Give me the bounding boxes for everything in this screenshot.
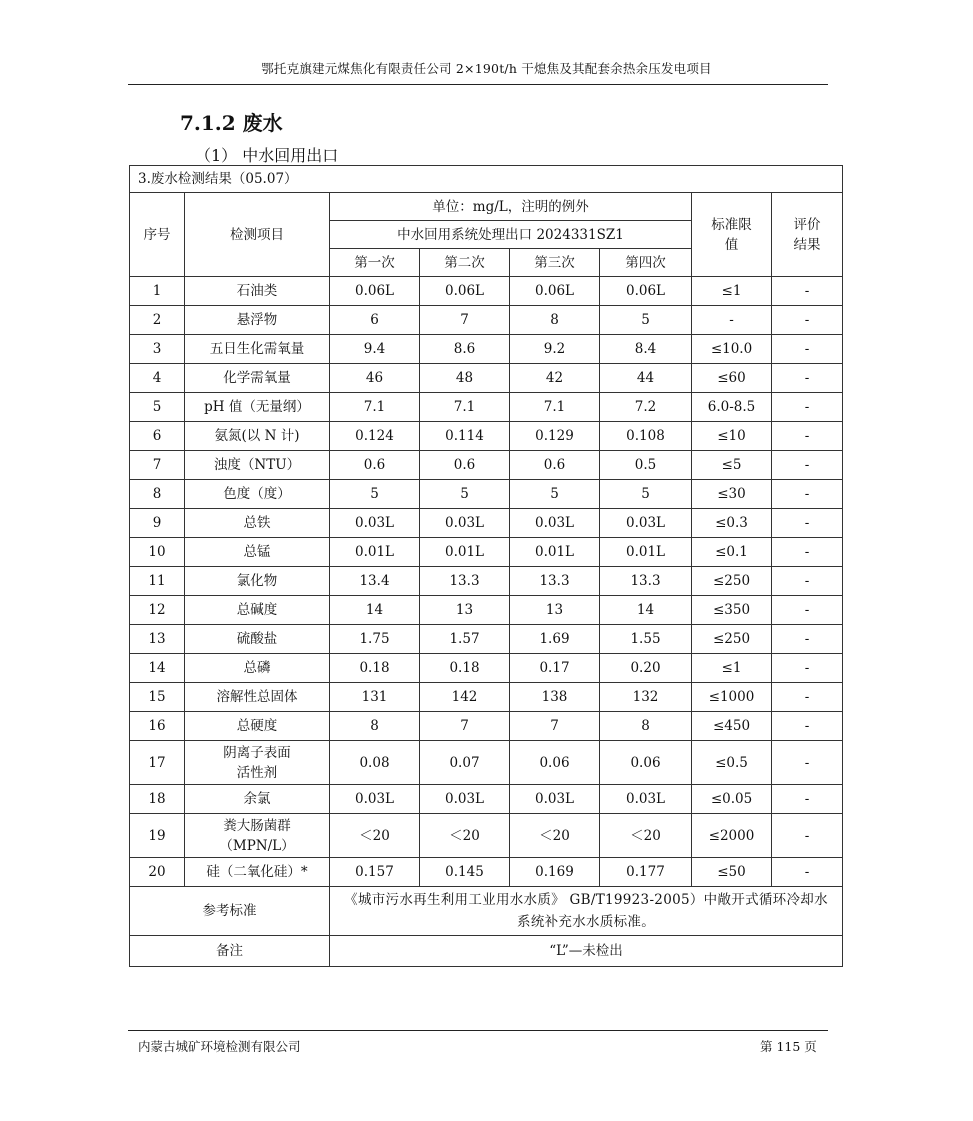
row-item: pH 值（无量纲） [185,393,330,422]
row-value-3: 0.01L [510,538,600,567]
row-limit: ≤50 [692,858,772,887]
row-value-1: 0.6 [330,451,420,480]
row-eval: - [772,858,843,887]
row-value-4: 0.06L [600,277,692,306]
row-value-2: 5 [420,480,510,509]
remark-text: “L”—未检出 [330,936,843,967]
row-value-4: 14 [600,596,692,625]
table-row [130,306,843,335]
row-eval: - [772,509,843,538]
row-limit: ≤1 [692,654,772,683]
row-value-3: 1.69 [510,625,600,654]
row-item: 石油类 [185,277,330,306]
row-value-2: 0.6 [420,451,510,480]
reference-label: 参考标准 [130,887,330,936]
row-value-2: 1.57 [420,625,510,654]
row-limit: ≤0.05 [692,785,772,814]
row-no: 2 [130,306,185,335]
header-no: 序号 [130,193,185,277]
header-round-1: 第一次 [330,249,420,277]
row-limit: ≤1000 [692,683,772,712]
row-value-1: 6 [330,306,420,335]
row-no: 9 [130,509,185,538]
row-limit: ≤0.5 [692,741,772,785]
table-row [130,509,843,538]
row-value-4: 7.2 [600,393,692,422]
row-value-2: 0.01L [420,538,510,567]
row-value-3: 7.1 [510,393,600,422]
row-value-3: 0.169 [510,858,600,887]
row-value-2: 48 [420,364,510,393]
row-value-1: 14 [330,596,420,625]
row-value-1: 0.18 [330,654,420,683]
row-eval: - [772,625,843,654]
table-row [130,277,843,306]
row-value-1: ＜20 [330,814,420,858]
row-limit: ≤0.1 [692,538,772,567]
row-limit: ≤250 [692,567,772,596]
row-value-2: 13.3 [420,567,510,596]
table-row [130,625,843,654]
row-item: 硅（二氧化硅）* [185,858,330,887]
section-subtitle: （1） 中水回用出口 [195,146,339,165]
table-row [130,785,843,814]
row-value-3: 0.06L [510,277,600,306]
row-item: 总磷 [185,654,330,683]
row-value-1: 13.4 [330,567,420,596]
table-row [130,335,843,364]
row-value-2: 0.03L [420,785,510,814]
row-value-3: 138 [510,683,600,712]
row-value-1: 46 [330,364,420,393]
row-eval: - [772,480,843,509]
row-value-3: 13 [510,596,600,625]
row-value-4: 8 [600,712,692,741]
row-item: 总锰 [185,538,330,567]
row-value-2: 0.03L [420,509,510,538]
row-eval: - [772,567,843,596]
row-item: 硫酸盐 [185,625,330,654]
row-item: 余氯 [185,785,330,814]
row-value-4: 0.5 [600,451,692,480]
row-value-4: 0.03L [600,785,692,814]
header-round-3: 第三次 [510,249,600,277]
row-limit: ≤2000 [692,814,772,858]
reference-row [130,887,843,936]
row-limit: ≤350 [692,596,772,625]
table-row [130,422,843,451]
wastewater-results-table [129,165,843,967]
table-row [130,814,843,858]
row-eval: - [772,712,843,741]
row-value-1: 131 [330,683,420,712]
row-value-4: 44 [600,364,692,393]
table-row [130,538,843,567]
row-value-4: 0.01L [600,538,692,567]
table-row [130,480,843,509]
row-no: 1 [130,277,185,306]
row-no: 18 [130,785,185,814]
reference-standard-text: 《城市污水再生利用工业用水水质》 GB/T19923-2005）中敞开式循环冷却水系统补充水水质标准。 [330,887,843,936]
row-item: 色度（度） [185,480,330,509]
row-value-1: 0.03L [330,785,420,814]
row-value-2: 0.06L [420,277,510,306]
row-value-4: 132 [600,683,692,712]
row-value-2: 7 [420,306,510,335]
row-limit: ≤10 [692,422,772,451]
row-no: 20 [130,858,185,887]
row-value-3: 0.129 [510,422,600,451]
table-row [130,596,843,625]
row-item: 总碱度 [185,596,330,625]
row-eval: - [772,785,843,814]
header-divider [128,84,828,85]
row-value-1: 0.124 [330,422,420,451]
row-item: 氨氮(以 N 计) [185,422,330,451]
row-item: 总硬度 [185,712,330,741]
row-value-3: 0.17 [510,654,600,683]
row-value-3: 13.3 [510,567,600,596]
row-value-4: 0.177 [600,858,692,887]
row-value-4: ＜20 [600,814,692,858]
row-value-2: 0.07 [420,741,510,785]
footer-company: 内蒙古城矿环境检测有限公司 [138,1039,301,1054]
row-no: 14 [130,654,185,683]
row-value-4: 0.03L [600,509,692,538]
row-eval: - [772,306,843,335]
header-limit-label: 标准限值 [711,216,752,253]
row-value-3: 42 [510,364,600,393]
row-value-3: 5 [510,480,600,509]
row-limit: 6.0-8.5 [692,393,772,422]
row-value-3: 0.6 [510,451,600,480]
row-value-4: 13.3 [600,567,692,596]
row-value-1: 1.75 [330,625,420,654]
row-no: 3 [130,335,185,364]
row-no: 5 [130,393,185,422]
row-value-1: 0.157 [330,858,420,887]
table-row [130,712,843,741]
section-title: 7.1.2 废水 [180,111,283,135]
row-no: 8 [130,480,185,509]
row-item: 溶解性总固体 [185,683,330,712]
row-value-3: 9.2 [510,335,600,364]
table-row [130,364,843,393]
row-item-line-1: 粪大肠菌群 [223,817,291,834]
row-eval: - [772,596,843,625]
table-row [130,654,843,683]
row-eval: - [772,654,843,683]
row-item [185,741,330,785]
row-value-3: 0.03L [510,785,600,814]
row-limit: ≤250 [692,625,772,654]
row-value-3: 0.06 [510,741,600,785]
row-no: 10 [130,538,185,567]
footer-page-number: 第 115 页 [760,1039,817,1054]
row-value-1: 5 [330,480,420,509]
table-row [130,393,843,422]
row-item: 浊度（NTU） [185,451,330,480]
row-value-1: 9.4 [330,335,420,364]
row-limit: ≤30 [692,480,772,509]
row-eval: - [772,814,843,858]
row-limit: ≤0.3 [692,509,772,538]
row-item: 氯化物 [185,567,330,596]
table-row [130,741,843,785]
row-item-line-2: 活性剂 [236,764,278,781]
row-item: 化学需氧量 [185,364,330,393]
row-value-2: 0.18 [420,654,510,683]
row-no: 19 [130,814,185,858]
remark-row [130,936,843,967]
row-value-2: 8.6 [420,335,510,364]
row-value-4: 5 [600,306,692,335]
row-item-line-2: （MPN/L） [219,837,295,854]
row-value-2: 7 [420,712,510,741]
table-row [130,858,843,887]
table-row [130,451,843,480]
row-eval: - [772,741,843,785]
header-item: 检测项目 [185,193,330,277]
row-eval: - [772,393,843,422]
row-limit: ≤5 [692,451,772,480]
row-value-4: 5 [600,480,692,509]
row-value-4: 1.55 [600,625,692,654]
page-header: 鄂托克旗建元煤焦化有限责任公司 2×190t/h 干熄焦及其配套余热余压发电项目 [261,61,712,76]
row-limit: ≤60 [692,364,772,393]
row-limit: ≤450 [692,712,772,741]
header-eval-label: 评价结果 [793,216,821,253]
row-limit: ≤1 [692,277,772,306]
row-item: 总铁 [185,509,330,538]
row-value-1: 0.03L [330,509,420,538]
footer-divider [128,1030,828,1031]
header-sample-point: 中水回用系统处理出口 2024331SZ1 [330,221,692,249]
header-unit: 单位：mg/L，注明的例外 [330,193,692,221]
header-round-4: 第四次 [600,249,692,277]
row-item: 五日生化需氧量 [185,335,330,364]
row-value-1: 8 [330,712,420,741]
header-limit [692,193,772,277]
row-value-1: 0.06L [330,277,420,306]
row-no: 15 [130,683,185,712]
row-limit: ≤10.0 [692,335,772,364]
row-value-3: 0.03L [510,509,600,538]
row-value-2: ＜20 [420,814,510,858]
row-value-4: 8.4 [600,335,692,364]
row-value-1: 0.08 [330,741,420,785]
row-item: 悬浮物 [185,306,330,335]
table-caption: 3.废水检测结果（05.07） [130,166,843,193]
row-value-2: 142 [420,683,510,712]
row-value-3: ＜20 [510,814,600,858]
row-value-4: 0.20 [600,654,692,683]
row-eval: - [772,451,843,480]
row-eval: - [772,538,843,567]
header-round-2: 第二次 [420,249,510,277]
row-value-4: 0.06 [600,741,692,785]
row-value-1: 7.1 [330,393,420,422]
row-value-2: 0.114 [420,422,510,451]
row-no: 7 [130,451,185,480]
row-no: 17 [130,741,185,785]
row-value-3: 7 [510,712,600,741]
row-value-1: 0.01L [330,538,420,567]
remark-label: 备注 [130,936,330,967]
row-no: 16 [130,712,185,741]
row-no: 11 [130,567,185,596]
row-value-2: 13 [420,596,510,625]
row-eval: - [772,277,843,306]
row-no: 12 [130,596,185,625]
row-eval: - [772,683,843,712]
row-value-2: 7.1 [420,393,510,422]
table-row [130,683,843,712]
row-eval: - [772,335,843,364]
row-value-3: 8 [510,306,600,335]
header-eval [772,193,843,277]
row-value-4: 0.108 [600,422,692,451]
row-item [185,814,330,858]
row-value-2: 0.145 [420,858,510,887]
row-eval: - [772,364,843,393]
row-item-line-1: 阴离子表面 [223,744,291,761]
row-no: 13 [130,625,185,654]
row-no: 4 [130,364,185,393]
table-row [130,567,843,596]
row-eval: - [772,422,843,451]
row-no: 6 [130,422,185,451]
row-limit: - [692,306,772,335]
